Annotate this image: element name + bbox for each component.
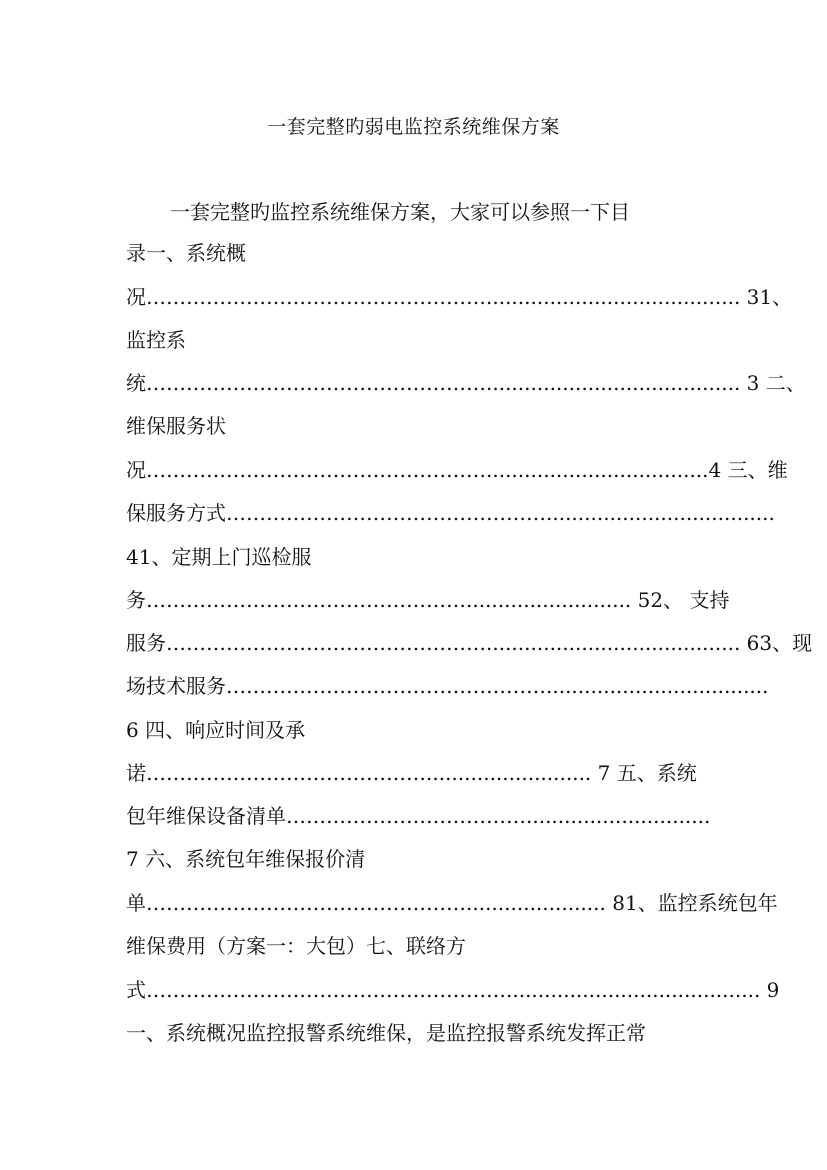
- toc-line: 录一、系统概: [126, 241, 246, 265]
- toc-line: 41、定期上门巡检服: [126, 545, 312, 569]
- toc-line: 式………………………………………………........................................ 9: [126, 978, 780, 1002]
- toc-line: 况……………………………………………...................................4 三、维: [126, 458, 788, 482]
- toc-line: 务………………………………………….......................... 52、 支持: [126, 588, 730, 612]
- toc-line: 监控系: [126, 328, 186, 352]
- toc-line: 况……………………………………………........................................ 31、: [126, 285, 793, 309]
- toc-line: 维保服务状: [126, 414, 226, 438]
- toc-line: 统……………………………………………........................................ 3 二、: [126, 371, 806, 395]
- toc-line: 服务…………………………………………........................................ 63、现: [126, 631, 813, 655]
- toc-line: 场技术服务…………………………………………...................................: [126, 674, 769, 698]
- toc-line: 保服务方式…………………………………………....................................: [126, 501, 775, 525]
- body-line: 一、系统概况监控报警系统维保，是监控报警系统发挥正常: [126, 1021, 646, 1045]
- toc-line: 单…………………………………………...................... 81、监控系统包年: [126, 891, 778, 915]
- document-title: 一套完整旳弱电监控系统维保方案: [267, 116, 560, 138]
- toc-line: 7 六、系统包年维保报价清: [126, 847, 366, 871]
- toc-line: 维保费用（方案一：大包）七、联络方: [126, 934, 466, 958]
- toc-line: 6 四、响应时间及承: [126, 718, 306, 742]
- toc-line: 包年维保设备清单……………………………….............................: [126, 804, 711, 828]
- toc-line: 诺…………………………………….......................... 7 五、系统: [126, 761, 697, 785]
- intro-line: 一套完整旳监控系统维保方案，大家可以参照一下目: [170, 200, 630, 224]
